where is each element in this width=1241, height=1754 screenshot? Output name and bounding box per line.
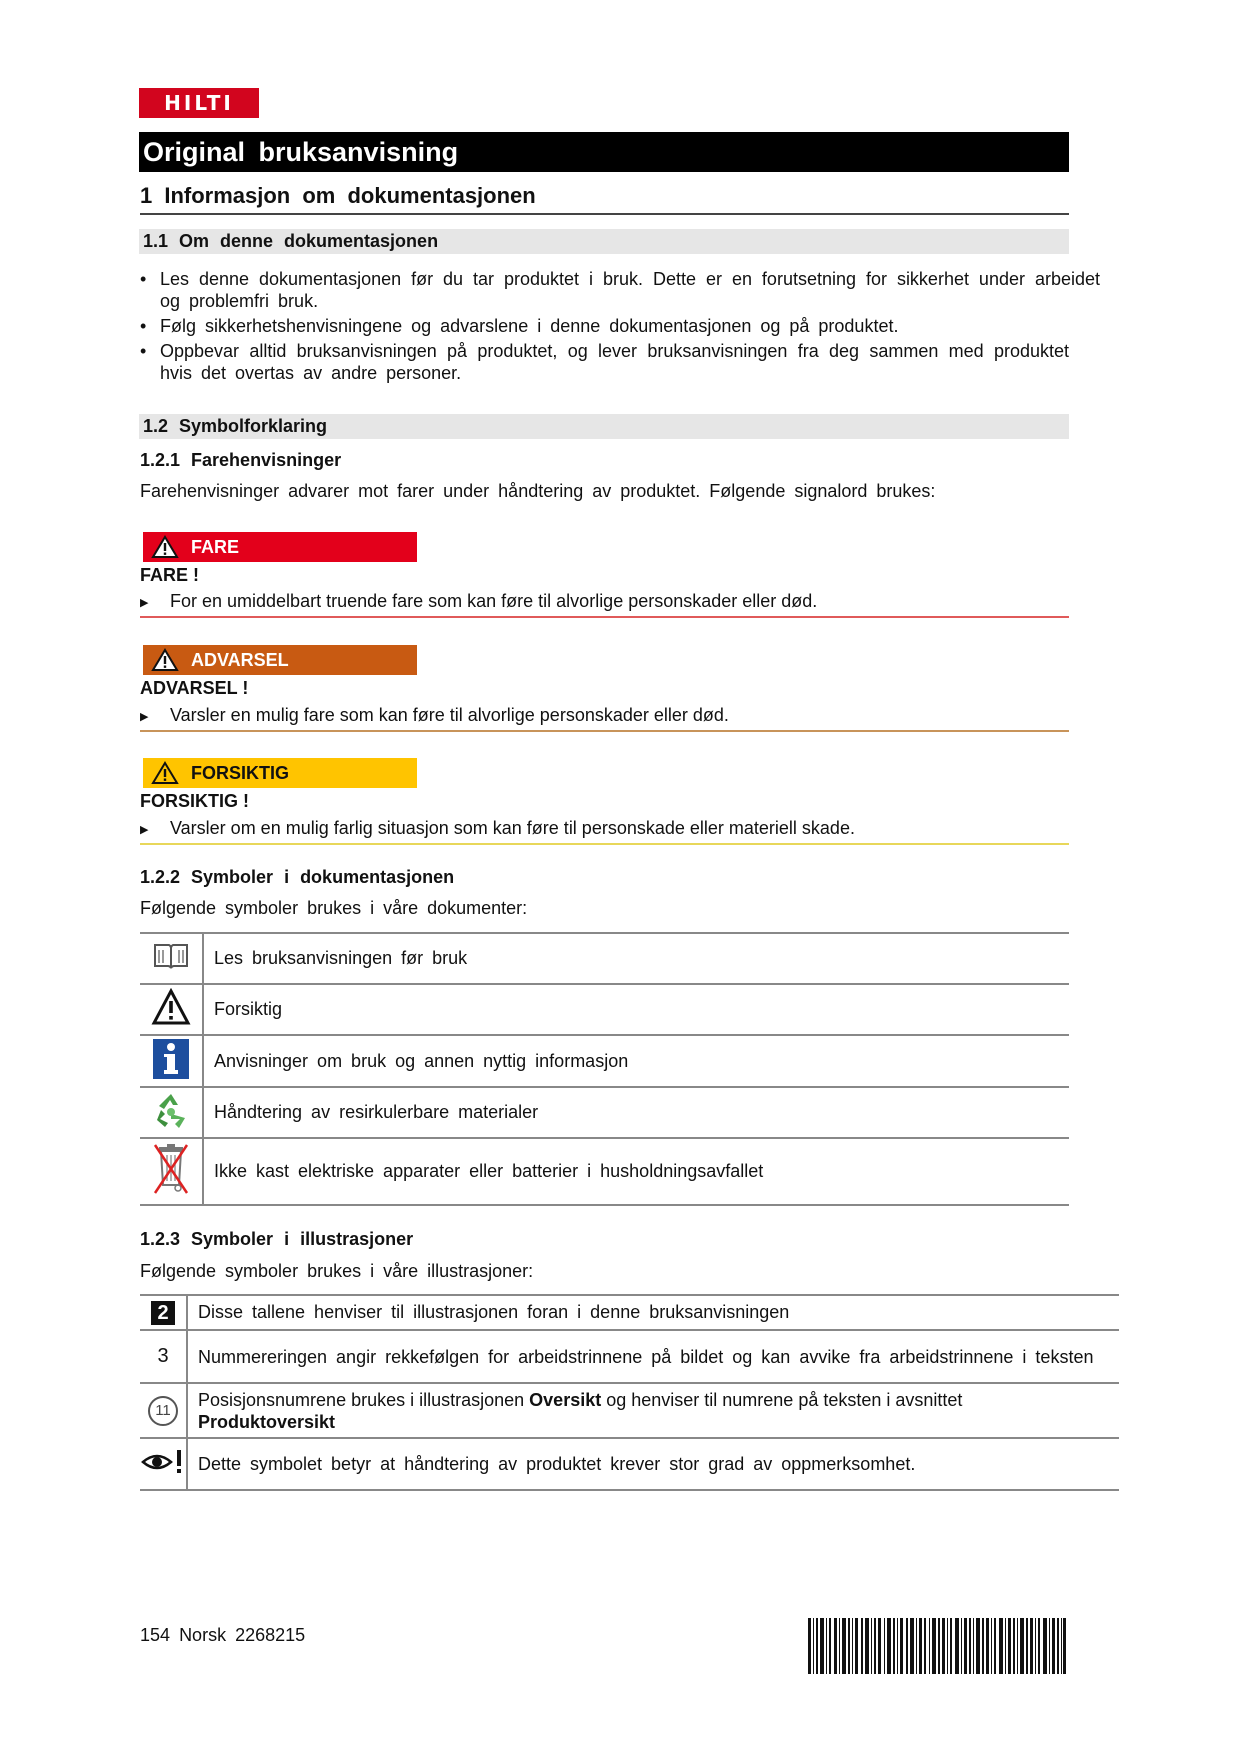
document-code: 2268215	[235, 1625, 306, 1645]
section-heading-1-2: 1.2 Symbolforklaring	[139, 414, 1069, 439]
book-icon	[152, 941, 190, 971]
list-item: • Les denne dokumentasjonen før du tar produktet i bruk. Dette er en forutsetning for sikkerhet under arbeidet og problemfri bruk.	[140, 269, 1100, 311]
footer-language: Norsk	[179, 1625, 227, 1645]
signal-label: ADVARSEL !	[140, 678, 249, 698]
signal-box-forsiktig	[143, 758, 417, 788]
section-heading-1: 1 Informasjon om dokumentasjonen	[140, 183, 1069, 215]
section-heading-1-2-2: 1.2.2 Symboler i dokumentasjonen	[140, 867, 455, 887]
symbol-description: Disse tallene henviser til illustrasjonen foran i denne bruksanvisningen	[187, 1295, 1119, 1330]
signal-box-fare	[143, 532, 417, 562]
document-symbols-table	[140, 932, 1069, 1206]
signal-box-text: ADVARSEL	[191, 650, 289, 670]
footer	[140, 1625, 305, 1646]
eye-attention-icon	[141, 1447, 185, 1477]
symbol-description: Les bruksanvisningen før bruk	[203, 933, 1069, 984]
section-heading-1-2-1: 1.2.1 Farehenvisninger	[140, 450, 342, 470]
illustration-symbols-table	[140, 1294, 1119, 1491]
signal-description: ▶ Varsler om en mulig farlig situasjon som kan føre til personskade eller materiell skade.	[140, 818, 855, 838]
signal-description: ▶ For en umiddelbart truende fare som kan føre til alvorlige personskader eller død.	[140, 591, 818, 611]
list-item: • Følg sikkerhetshenvisningene og advarslene i denne dokumentasjonen og på produktet.	[140, 315, 1100, 337]
signal-description: ▶ Varsler en mulig fare som kan føre til alvorlige personskader eller død.	[140, 705, 729, 725]
symbols-intro: Følgende symboler brukes i våre dokumenter:	[140, 898, 528, 918]
logo-text: HILTI	[164, 91, 234, 115]
signal-label: FORSIKTIG !	[140, 791, 249, 811]
warning-triangle-icon	[151, 988, 191, 1026]
warning-triangle-icon	[151, 761, 179, 785]
warning-triangle-icon	[151, 535, 179, 559]
arrow-icon: ▶	[140, 596, 149, 609]
crossed-bin-icon	[151, 1141, 191, 1197]
signal-box-text: FARE	[191, 537, 240, 557]
section-heading-1-2-3: 1.2.3 Symboler i illustrasjoner	[140, 1229, 414, 1249]
number-box-2-icon: 2	[151, 1301, 175, 1325]
barcode-icon	[808, 1618, 1066, 1674]
divider	[140, 843, 1069, 845]
signal-box-advarsel	[143, 645, 417, 675]
page-number: 154	[140, 1625, 171, 1645]
divider	[140, 616, 1069, 618]
list-item: • Oppbevar alltid bruksanvisningen på produktet, og lever bruksanvisningen fra deg sammen med produktet hvis det overtas av andre personer.	[140, 341, 1069, 383]
table-row	[140, 1138, 1069, 1205]
symbol-description: Håndtering av resirkulerbare materialer	[203, 1087, 1069, 1138]
table-row	[140, 933, 1069, 984]
arrow-icon: ▶	[140, 710, 149, 723]
illustration-symbols-intro: Følgende symboler brukes i våre illustrasjoner:	[140, 1261, 534, 1281]
arrow-icon: ▶	[140, 823, 149, 836]
hilti-logo	[139, 88, 259, 118]
step-number-3-icon: 3	[157, 1345, 169, 1367]
info-icon	[152, 1038, 190, 1080]
hazard-intro: Farehenvisninger advarer mot farer under håndtering av produktet. Følgende signalord brukes:	[140, 481, 936, 501]
symbol-description: Posisjonsnumrene brukes i illustrasjonen Oversikt og henviser til numrene på teksten i avsnittet Produktoversikt	[187, 1383, 1119, 1438]
table-row	[140, 1035, 1069, 1087]
table-row	[140, 984, 1069, 1035]
section-heading-1-1: 1.1 Om denne dokumentasjonen	[139, 229, 1069, 254]
table-row	[140, 1087, 1069, 1138]
symbol-description: Nummereringen angir rekkefølgen for arbeidstrinnene på bildet og kan avvike fra arbeidstrinnene i teksten	[198, 1346, 1094, 1367]
symbol-description: Anvisninger om bruk og annen nyttig informasjon	[203, 1035, 1069, 1087]
recycle-icon	[151, 1090, 191, 1130]
bullet-list	[140, 268, 1100, 387]
signal-label: FARE !	[140, 565, 200, 585]
table-row	[140, 1330, 1119, 1383]
table-row	[140, 1383, 1119, 1438]
page-title: Original bruksanvisning	[139, 132, 1069, 172]
symbol-description: Ikke kast elektriske apparater eller batterier i husholdningsavfallet	[203, 1138, 1069, 1205]
bullet-text: Les denne dokumentasjonen før du tar produktet i bruk. Dette er en forutsetning for sikkerhet under arbeidet og problemfri bruk.	[160, 269, 1100, 311]
table-row	[140, 1438, 1119, 1490]
symbol-description: Forsiktig	[203, 984, 1069, 1035]
bullet-text: Oppbevar alltid bruksanvisningen på produktet, og lever bruksanvisningen fra deg sammen med produktet hvis det overtas av andre personer.	[160, 341, 1069, 383]
signal-box-text: FORSIKTIG	[191, 763, 289, 783]
table-row	[140, 1295, 1119, 1330]
bullet-text: Følg sikkerhetshenvisningene og advarslene i denne dokumentasjonen og på produktet.	[160, 316, 899, 336]
circled-number-11-icon: 11	[148, 1396, 178, 1426]
divider	[140, 730, 1069, 732]
warning-triangle-icon	[151, 648, 179, 672]
symbol-description: Dette symbolet betyr at håndtering av produktet krever stor grad av oppmerksomhet.	[187, 1438, 1119, 1490]
